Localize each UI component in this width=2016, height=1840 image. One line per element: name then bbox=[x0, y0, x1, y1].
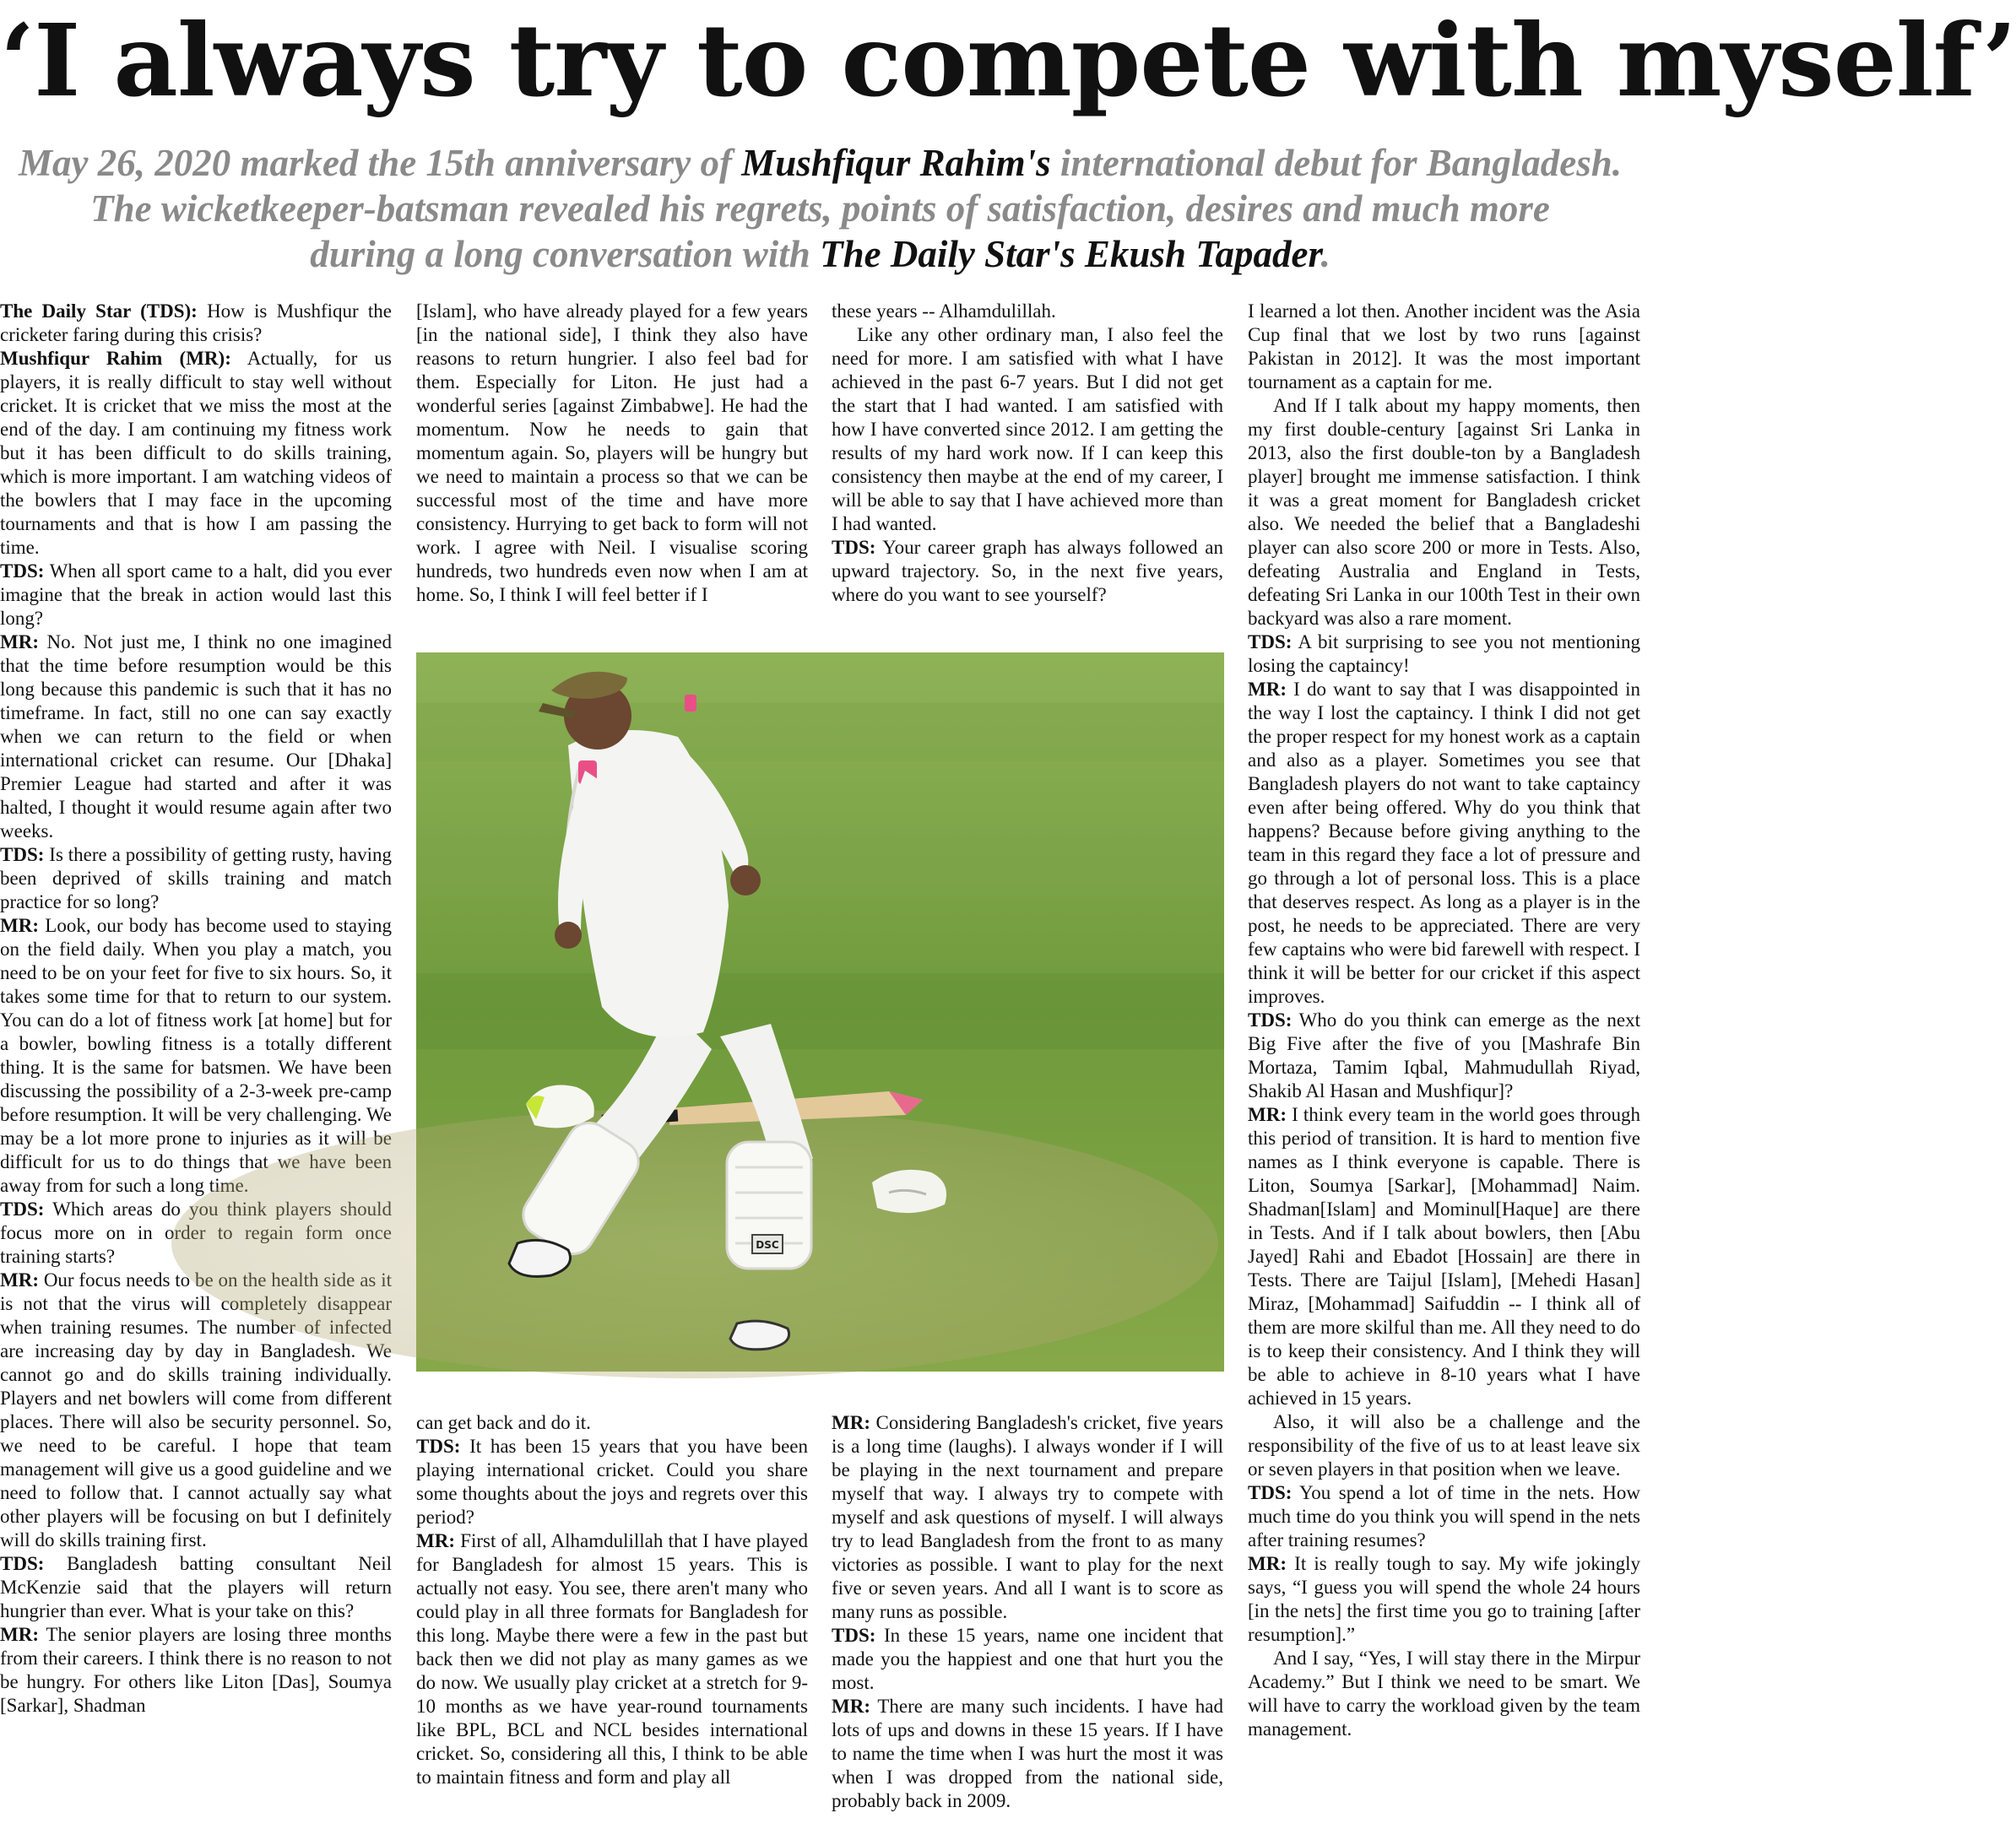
paragraph-text: The senior players are losing three months from their careers. I think there is no reason to not be hungry. For others like Liton [Das], Soumya [Sarkar], Shadman bbox=[0, 1624, 392, 1716]
article-paragraph bbox=[0, 347, 392, 560]
paragraph-text: And I say, “Yes, I will stay there in the Mirpur Academy.” But I think we need to be smart. We will have to carry the workload given by the team management. bbox=[1248, 1648, 1640, 1740]
paragraph-text: Who do you think can emerge as the next Big Five after the five of you [Mashrafe Bin Mortaza, Tamim Iqbal, Mahmudullah Riyad, Shakib Al Hasan and Mushfiqur]? bbox=[1248, 1009, 1640, 1101]
paragraph-text: Is there a possibility of getting rusty, having been deprived of skills training and match practice for so long? bbox=[0, 844, 392, 912]
article-paragraph bbox=[0, 1623, 392, 1718]
paragraph-text: You spend a lot of time in the nets. How much time do you think you will spend in the nets after training resumes? bbox=[1248, 1482, 1640, 1550]
article-paragraph bbox=[832, 536, 1223, 607]
photo-illustration bbox=[416, 652, 1224, 1372]
article-paragraph bbox=[832, 1411, 1223, 1624]
paragraph-text: In these 15 years, name one incident that made you the happiest and one that hurt you the most. bbox=[832, 1625, 1223, 1693]
speaker-label: MR: bbox=[1248, 1553, 1295, 1574]
speaker-label: Mushfiqur Rahim (MR): bbox=[0, 348, 231, 369]
standfirst-line-3: during a long conversation with The Daily Star's Ekush Tapader. bbox=[310, 233, 1330, 275]
pad-logo: DSC bbox=[756, 1239, 779, 1251]
speaker-label: TDS: bbox=[0, 1553, 45, 1574]
article-paragraph bbox=[1248, 1009, 1640, 1103]
article-paragraph bbox=[0, 843, 392, 914]
paragraph-text: [Islam], who have already played for a few years [in the national side], I think they also have reasons to return hungrier. I also feel bad for them. Especially for Liton. He just had a wonderful series [against Zimbabwe]. He had the momentum. Now he needs to gain that momentum again. So, players will be hungry but we need to maintain a process so that we can be successful most of the time and have more consistency. Hurrying to get back to form will not work. I agree with Neil. I visualise scoring hundreds, two hundreds even now when I am at home. So, I think I will feel better if I bbox=[416, 300, 808, 605]
article-paragraph bbox=[1248, 1552, 1640, 1647]
speaker-label: TDS: bbox=[0, 844, 45, 865]
speaker-label: MR: bbox=[416, 1530, 455, 1551]
paragraph-text: When all sport came to a halt, did you ever imagine that the break in action would last this long? bbox=[0, 560, 392, 629]
speaker-label: MR: bbox=[0, 631, 39, 652]
article-column-2-top bbox=[416, 300, 808, 654]
paragraph-text: I do want to say that I was disappointed in the way I lost the captaincy. I think I did not get the proper respect for my honest work as a captain and also as a player. Sometimes you see that Bangladesh players do not want to take captaincy even after being offered. Why do you think that happens? Because before giving anything to the team in this regard they face a lot of pressure and go through a lot of personal loss. This is a place that deserves respect. As long as a player is in the post, he needs to be appreciated. There are very few captains who were bid farewell with respect. I think it will be better for our cricket if this aspect improves. bbox=[1248, 679, 1640, 1007]
article-paragraph bbox=[832, 1695, 1223, 1813]
article-column-2-bottom bbox=[416, 1411, 808, 1837]
pitch-patch bbox=[171, 1108, 1218, 1378]
paragraph-text: Considering Bangladesh's cricket, five years is a long time (laughs). I always wonder if I will be playing in the next tournament and prepare myself that way. I always try to compete with myself and ask questions of myself. I will always try to lead Bangladesh from the front to as many victories as possible. I want to play for the next five or seven years. And all I want is to score as many runs as possible. bbox=[832, 1412, 1223, 1622]
article-column-3-bottom bbox=[832, 1411, 1223, 1837]
speaker-label: MR: bbox=[1248, 679, 1287, 700]
paragraph-text: Actually, for us players, it is really difficult to stay well without cricket. It is cricket that we miss the most at the end of the day. I am continuing my fitness work but it has been difficult to do skills training, which is more important. I am watching videos of the bowlers that I may face in the upcoming tournaments and that is how I am passing the time. bbox=[0, 348, 392, 558]
paragraph-text: It is really tough to say. My wife jokingly says, “I guess you will spend the whole 24 hours [in the nets] the first time you go to training [after resumption].” bbox=[1248, 1553, 1640, 1645]
article-paragraph bbox=[0, 560, 392, 630]
article-paragraph bbox=[1248, 394, 1640, 630]
paragraph-text: Your career graph has always followed an upward trajectory. So, in the next five years, where do you want to see yourself? bbox=[832, 537, 1223, 605]
author-credit: The Daily Star's Ekush Tapader bbox=[820, 233, 1321, 275]
article-paragraph bbox=[1248, 1410, 1640, 1481]
speaker-label: MR: bbox=[832, 1696, 870, 1717]
speaker-label: TDS: bbox=[1248, 1009, 1293, 1031]
cricket-player-celebration-photo bbox=[416, 652, 1224, 1372]
speaker-label: TDS: bbox=[0, 560, 45, 582]
paragraph-text: Look, our body has become used to staying on the field daily. When you play a match, you need to be on your feet for five to six hours. So, it takes some time for that to return to our system. You can do a lot of fitness work [at home] but for a bowler, bowling fitness is a totally different thing. It is the same for batsmen. We have been discussing the possibility of a 2-3-week pre-camp before resumption. It will be very challenging. We may be a lot more prone to injuries as it will be difficult for us to do things that we have been away from for such a long time. bbox=[0, 915, 392, 1196]
speaker-label: TDS: bbox=[416, 1436, 461, 1457]
speaker-label: TDS: bbox=[832, 537, 876, 558]
article-column-4 bbox=[1248, 300, 1640, 1836]
paragraph-text: Bangladesh batting consultant Neil McKenzie said that the players will return hungrier than ever. What is your take on this? bbox=[0, 1553, 392, 1621]
speaker-label: TDS: bbox=[832, 1625, 876, 1646]
paragraph-text: And If I talk about my happy moments, then my first double-century [against Sri Lanka in 2013, also the first double-ton by a Bangladesh player] brought me immense satisfaction. I think it was a great moment for Bangladesh cricket also. We needed the belief that a Bangladeshi player can also score 200 or more in Tests. Also, defeating Australia and England in Tests, defeating Sri Lanka in our 100th Test in their own backyard was also a rare moment. bbox=[1248, 395, 1640, 629]
article-paragraph bbox=[1248, 1103, 1640, 1410]
paragraph-text: How is Mushfiqur the cricketer faring during this crisis? bbox=[0, 300, 392, 345]
speaker-label: MR: bbox=[832, 1412, 870, 1433]
paragraph-text: Like any other ordinary man, I also feel the need for more. I am satisfied with what I have achieved in the past 6-7 years. But I did not get the start that I had wanted. I am satisfied with how I have converted since 2012. I am getting the results of my hard work now. If I can keep this consistency then maybe at the end of my career, I will be able to say that I have achieved more than I had wanted. bbox=[832, 324, 1223, 534]
article-paragraph bbox=[0, 630, 392, 843]
article-paragraph bbox=[416, 1411, 808, 1435]
paragraph-text: It has been 15 years that you have been playing international cricket. Could you share some thoughts about the joys and regrets over this period? bbox=[416, 1436, 808, 1528]
paragraph-text: A bit surprising to see you not mentioning losing the captaincy! bbox=[1248, 631, 1640, 676]
paragraph-text: I learned a lot then. Another incident was the Asia Cup final that we lost by two runs [against Pakistan in 2012]. It was the most important tournament as a captain for me. bbox=[1248, 300, 1640, 392]
speaker-label: TDS: bbox=[1248, 1482, 1293, 1503]
speaker-label: TDS: bbox=[1248, 631, 1293, 652]
speaker-label: The Daily Star (TDS): bbox=[0, 300, 198, 322]
shoe-left bbox=[509, 1240, 571, 1276]
article-paragraph bbox=[0, 300, 392, 347]
article-paragraph bbox=[1248, 1481, 1640, 1552]
article-paragraph bbox=[832, 323, 1223, 536]
standfirst-line-2: The wicketkeeper-batsman revealed his regrets, points of satisfaction, desires and much more bbox=[90, 187, 1550, 230]
paragraph-text: First of all, Alhamdulillah that I have played for Bangladesh for almost 15 years. This is actually not easy. You see, there aren't many who could play in all three formats for Bangladesh for this long. Maybe there were a few in the past but back then we did not play as many games as we do now. We usually play cricket at a stretch for 9-10 months as we have year-round tournaments like BPL, BCL and NCL besides international cricket. So, considering all this, I think to be able to maintain fitness and form and play all bbox=[416, 1530, 808, 1788]
standfirst bbox=[0, 140, 1640, 277]
speaker-label: MR: bbox=[0, 915, 39, 936]
subject-name: Mushfiqur Rahim's bbox=[741, 142, 1051, 184]
article-paragraph bbox=[1248, 678, 1640, 1009]
article-paragraph bbox=[416, 300, 808, 607]
paragraph-text: I think every team in the world goes through this period of transition. It is hard to mention five names as I think everyone is capable. There is Liton, Soumya [Sarkar], [Mohammad] Naim. Shadman[Islam] and Mominul[Haque] are there in Tests. And if I talk about bowlers, then [Abu Jayed] Rahi and Ebadot [Hossain] are there in Tests. There are Taijul [Islam], [Mehedi Hasan] Miraz, [Mohammad] Saifuddin -- I think all of them are more skilful than me. All they need to do is to keep their consistency. And I think they will be able to achieve in 8-10 years what I have achieved in 15 years. bbox=[1248, 1104, 1640, 1409]
shoe-right bbox=[730, 1321, 789, 1350]
paragraph-text: Our focus needs to be on the health side as it is not that the virus will completely disappear when training resumes. The number of infected are increasing day by day in Bangladesh. We cannot go and do skills training individually. Players and net bowlers will come from different places. There will also be security personnel. So, we need to be careful. I hope that team management will give us a good guideline and we need to follow that. I cannot actually say what other players will be focusing on but I definitely will do skills training first. bbox=[0, 1269, 392, 1550]
speaker-label: MR: bbox=[0, 1269, 39, 1291]
speaker-label: TDS: bbox=[0, 1199, 45, 1220]
paragraph-text: No. Not just me, I think no one imagined that the time before resumption would be this long because this pandemic is such that it has no timeframe. In fact, still no one can say exactly when we can return to the field or when international cricket can resume. Our [Dhaka] Premier League had started and after it was halted, I thought it would resume again after two weeks. bbox=[0, 631, 392, 842]
article-paragraph bbox=[1248, 630, 1640, 678]
headline: ‘I always try to compete with myself’ bbox=[0, 2, 2016, 119]
paragraph-text: Which areas do you think players should focus more on in order to regain form once training starts? bbox=[0, 1199, 392, 1267]
speaker-label: MR: bbox=[0, 1624, 39, 1645]
article-column-3-top bbox=[832, 300, 1223, 654]
standfirst-line-1: May 26, 2020 marked the 15th anniversary of Mushfiqur Rahim's international debut for Bangladesh. bbox=[18, 142, 1623, 184]
article-column-1 bbox=[0, 300, 392, 1836]
speaker-label: MR: bbox=[1248, 1104, 1287, 1125]
paragraph-text: There are many such incidents. I have had lots of ups and downs in these 15 years. If I have to name the time when I was hurt the most it was when I was dropped from the national side, probably back in 2009. bbox=[832, 1696, 1223, 1811]
paragraph-text: these years -- Alhamdulillah. bbox=[832, 300, 1056, 322]
article-paragraph bbox=[416, 1529, 808, 1789]
article-paragraph bbox=[832, 300, 1223, 323]
paragraph-text: Also, it will also be a challenge and the responsibility of the five of us to at least leave six or seven players in that position when we leave. bbox=[1248, 1411, 1640, 1480]
article-paragraph bbox=[1248, 300, 1640, 394]
article-paragraph bbox=[1248, 1647, 1640, 1741]
article-paragraph bbox=[0, 1552, 392, 1623]
article-paragraph bbox=[832, 1624, 1223, 1695]
paragraph-text: can get back and do it. bbox=[416, 1412, 591, 1433]
article-paragraph bbox=[416, 1435, 808, 1529]
